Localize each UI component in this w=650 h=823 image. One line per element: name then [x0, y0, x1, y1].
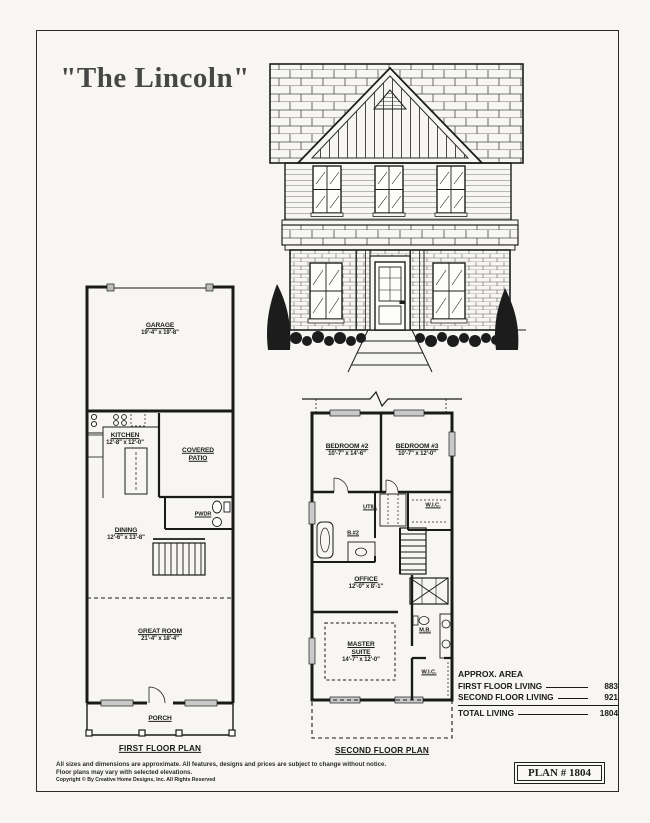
- window-bedroom3-right: [449, 432, 455, 456]
- wic-lower-label: W.I.C.: [421, 669, 437, 676]
- pwdr-fixtures: [213, 501, 231, 527]
- table-row: [458, 692, 618, 703]
- bath2-walls: [312, 492, 375, 562]
- first-floor-plan-title: FIRST FLOOR PLAN: [118, 743, 202, 753]
- kitchen-counters: [87, 412, 159, 498]
- first-floor-plan: [83, 283, 238, 768]
- util-label: UTIL.: [363, 504, 377, 511]
- bedroom3-label: BEDROOM #3 10'-7" x 12'-0": [395, 443, 439, 458]
- total-value: 1804: [599, 709, 618, 718]
- leader-line: [546, 687, 588, 688]
- disclaimer-line1: All sizes and dimensions are approximate. All features, designs and prices are subject to change without notice.: [56, 761, 387, 768]
- stairs: [153, 539, 205, 575]
- bath2-fixtures: [317, 522, 375, 562]
- row-value: 883: [604, 682, 618, 691]
- stairs-up: [400, 528, 426, 574]
- row-value: 921: [604, 693, 618, 702]
- leader-line: [518, 714, 588, 715]
- approx-area-table: [458, 669, 618, 719]
- dining-label: DINING 12'-6" x 13'-8": [107, 527, 145, 542]
- office-label: OFFICE 12'-0" x 8'-1": [348, 576, 384, 591]
- copyright-line: Copyright © By Creative Home Designs, Inc. All Rights Reserved: [56, 777, 216, 784]
- total-label: TOTAL LIVING: [458, 709, 514, 718]
- page-title: "The Lincoln": [60, 62, 250, 94]
- disclaimer-line2: Floor plans may vary with selected elevations.: [56, 768, 193, 776]
- porch-label: PORCH: [148, 714, 172, 722]
- garage-label: GARAGE 19'-4" x 19'-8": [141, 322, 179, 337]
- mb-label: M.B.: [419, 627, 431, 634]
- master-suite-label: MASTER SUITE 14'-7" x 12'-0": [342, 641, 380, 664]
- kitchen-label: KITCHEN 12'-8" x 12'-0": [106, 432, 144, 447]
- window-bedroom3: [394, 410, 424, 416]
- master-bath-fixtures: [413, 614, 452, 658]
- window-great-room-left: [101, 700, 133, 706]
- bath2-label: B.#2: [347, 530, 359, 537]
- window-bedroom2: [330, 410, 360, 416]
- table-row: [458, 681, 618, 692]
- plan-number-label: PLAN # 1804: [517, 765, 602, 781]
- window-great-room-right: [185, 700, 217, 706]
- wic-upper-walls: [408, 492, 452, 530]
- garage-walls: [87, 287, 233, 411]
- disclaimer-footer: [56, 761, 386, 783]
- front-door: [370, 256, 410, 330]
- band-trim: [282, 220, 518, 250]
- util-closet: [380, 494, 406, 526]
- mech-chase: [410, 578, 448, 604]
- row-label: SECOND FLOOR LIVING: [458, 693, 554, 702]
- house-elevation-drawing: [262, 54, 538, 376]
- porch-roof-below: [312, 700, 452, 738]
- row-label: FIRST FLOOR LIVING: [458, 682, 543, 691]
- leader-line: [558, 698, 588, 699]
- door-swings: [334, 478, 398, 492]
- upstairs-windows: [311, 166, 467, 217]
- bedroom2-label: BEDROOM #2 10'-7" x 14'-6": [325, 443, 369, 458]
- table-total-row: [458, 705, 618, 719]
- window-master-left: [309, 638, 315, 664]
- first-floor-walls: [83, 283, 238, 741]
- covered-patio-label: COVERED PATIO: [182, 446, 214, 462]
- pwdr-label: PWDR: [194, 511, 212, 518]
- window-bath2: [309, 502, 315, 524]
- wic-upper-label: W.I.C.: [425, 502, 441, 509]
- second-floor-plan-title: SECOND FLOOR PLAN: [335, 745, 429, 755]
- roof-break-line: [302, 392, 462, 406]
- kitchen-island: [125, 448, 147, 494]
- great-room-label: GREAT ROOM 21'-4" x 18'-4": [138, 628, 182, 643]
- area-table-header: APPROX. AREA: [458, 669, 524, 679]
- second-floor-plan: [300, 390, 465, 772]
- plan-number-box: [514, 762, 605, 784]
